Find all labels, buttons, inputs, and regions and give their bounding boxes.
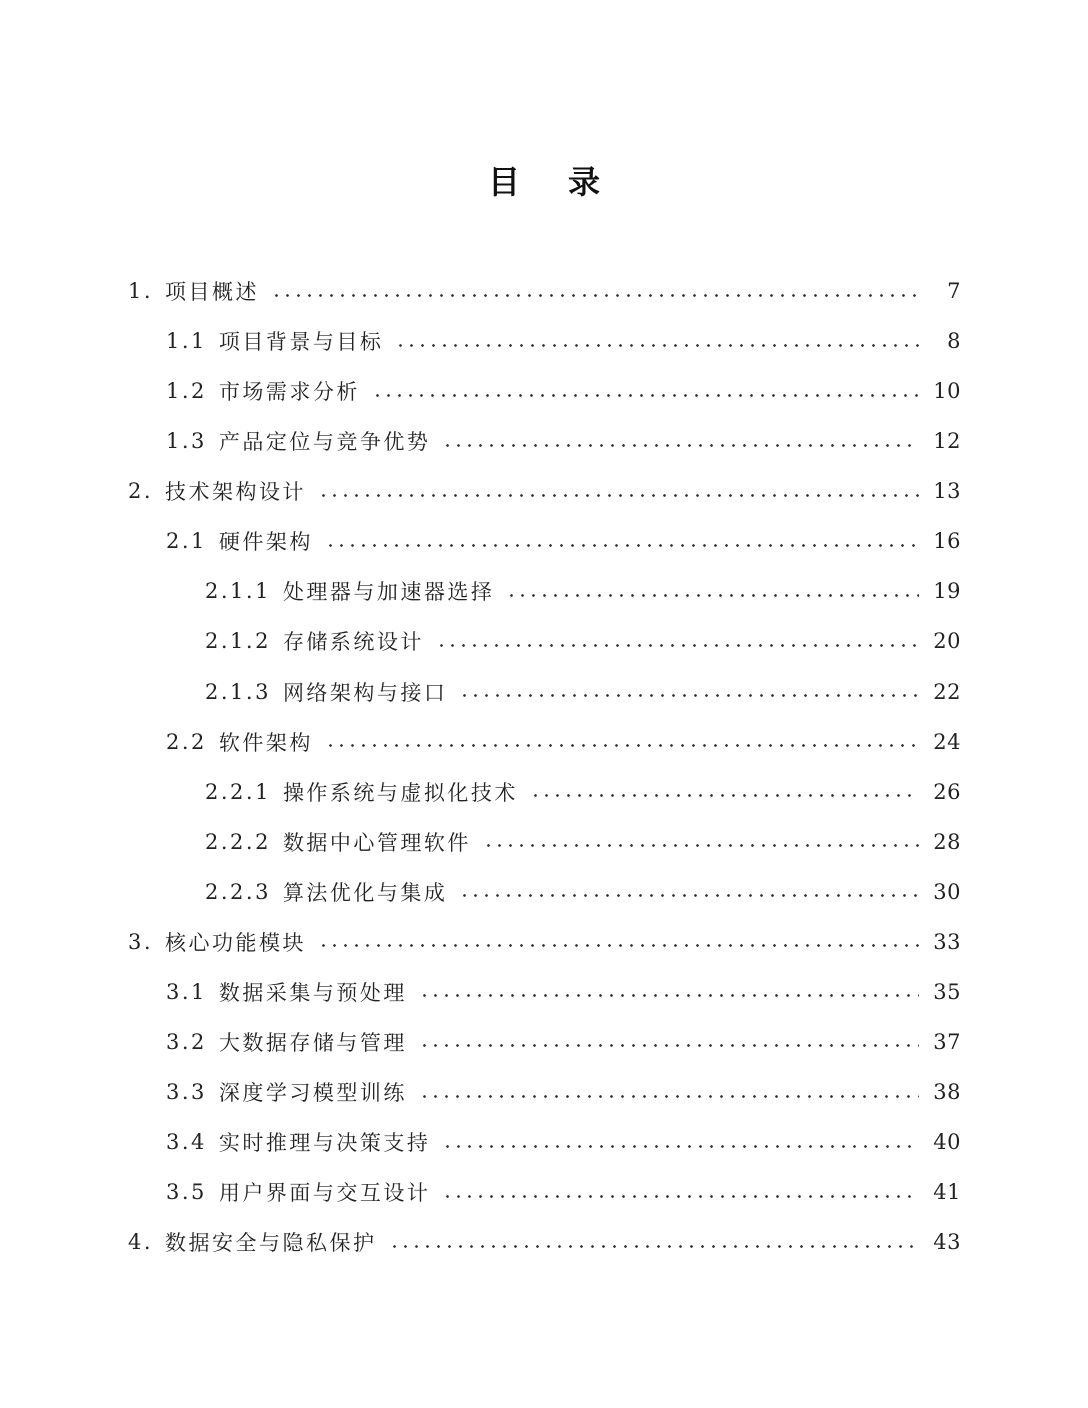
toc-entry-page-number: 13	[933, 479, 961, 504]
toc-entry[interactable]	[0, 616, 1088, 666]
toc-dot-leader	[419, 1044, 919, 1047]
toc-entry-page-number: 35	[933, 979, 961, 1004]
toc-heading-char: 目	[487, 163, 520, 201]
toc-entry-page-number: 43	[933, 1230, 961, 1255]
toc-entry-title: 数据中心管理软件	[282, 830, 471, 855]
toc-entry-page-number: 8	[947, 329, 961, 354]
toc-entry-number: 1.1	[166, 329, 207, 354]
toc-entry-page-number: 30	[933, 879, 961, 904]
toc-entry[interactable]	[0, 867, 1088, 917]
toc-dot-leader	[442, 1195, 919, 1198]
toc-dot-leader	[395, 344, 919, 347]
toc-entry-title: 技术架构设计	[165, 480, 307, 505]
toc-entry-page-number: 33	[933, 929, 961, 954]
toc-entry-page-number: 40	[933, 1130, 961, 1155]
toc-entry[interactable]	[0, 416, 1088, 466]
toc-dot-leader	[318, 944, 919, 947]
toc-dot-leader	[459, 694, 919, 697]
toc-entry[interactable]	[0, 717, 1088, 767]
toc-entry[interactable]	[0, 767, 1088, 817]
toc-dot-leader	[419, 994, 919, 997]
toc-dot-leader	[530, 794, 919, 797]
toc-dot-leader	[372, 394, 919, 397]
toc-entry-page-number: 26	[933, 779, 961, 804]
toc-entry-page-number: 12	[933, 429, 961, 454]
toc-entry[interactable]	[0, 1167, 1088, 1217]
toc-entry-number: 1.2	[166, 379, 207, 404]
toc-entry-title: 深度学习模型训练	[218, 1081, 407, 1106]
toc-entry-title: 项目概述	[165, 280, 260, 305]
toc-entry-page-number: 10	[933, 379, 961, 404]
toc-entry-title: 产品定位与竞争优势	[218, 430, 431, 455]
toc-dot-leader	[436, 644, 919, 647]
toc-entry-title: 核心功能模块	[165, 930, 307, 955]
toc-entry-number: 2.2.2	[205, 829, 271, 854]
toc-entry-title: 处理器与加速器选择	[282, 580, 495, 605]
toc-entry-page-number: 37	[933, 1029, 961, 1054]
toc-entry-number: 1.3	[166, 429, 207, 454]
toc-entry-number: 3.4	[166, 1130, 207, 1155]
toc-entry-number: 3.2	[166, 1029, 207, 1054]
toc-entry-number: 3.5	[166, 1180, 207, 1205]
toc-entry[interactable]	[0, 1017, 1088, 1067]
toc-entry[interactable]	[0, 316, 1088, 366]
toc-heading-char: 录	[568, 163, 601, 201]
toc-entry-title: 存储系统设计	[282, 630, 424, 655]
toc-entry[interactable]	[0, 1067, 1088, 1117]
toc-dot-leader	[459, 894, 919, 897]
toc-entry-title: 操作系统与虚拟化技术	[282, 780, 518, 805]
toc-entry-title: 算法优化与集成	[282, 880, 448, 905]
toc-list	[0, 266, 1088, 1267]
toc-entry-number: 2.2	[166, 729, 207, 754]
toc-entry-page-number: 7	[947, 279, 961, 304]
toc-entry[interactable]	[0, 566, 1088, 616]
toc-entry-title: 软件架构	[218, 730, 313, 755]
toc-entry-number: 4.	[128, 1230, 154, 1255]
toc-entry-title: 项目背景与目标	[218, 330, 384, 355]
toc-entry-page-number: 22	[933, 679, 961, 704]
toc-dot-leader	[325, 544, 919, 547]
toc-entry-number: 2.1.3	[205, 679, 271, 704]
toc-dot-leader	[389, 1245, 919, 1248]
toc-entry-title: 用户界面与交互设计	[218, 1181, 431, 1206]
toc-entry[interactable]	[0, 466, 1088, 516]
toc-dot-leader	[442, 444, 919, 447]
toc-entry-number: 3.3	[166, 1080, 207, 1105]
toc-entry[interactable]	[0, 817, 1088, 867]
toc-dot-leader	[318, 494, 919, 497]
toc-entry-number: 2.1	[166, 529, 207, 554]
toc-entry[interactable]	[0, 917, 1088, 967]
toc-entry[interactable]	[0, 1217, 1088, 1267]
toc-entry-title: 实时推理与决策支持	[218, 1131, 431, 1156]
toc-entry[interactable]	[0, 667, 1088, 717]
toc-entry-title: 硬件架构	[218, 530, 313, 555]
toc-entry-page-number: 24	[933, 729, 961, 754]
toc-entry-title: 数据采集与预处理	[218, 980, 407, 1005]
toc-heading	[0, 158, 1088, 206]
toc-dot-leader	[506, 594, 919, 597]
toc-entry-title: 市场需求分析	[218, 380, 360, 405]
toc-entry-page-number: 20	[933, 629, 961, 654]
toc-dot-leader	[442, 1145, 919, 1148]
toc-entry-number: 3.	[128, 929, 154, 954]
toc-entry-number: 2.1.1	[205, 579, 271, 604]
toc-entry-title: 大数据存储与管理	[218, 1030, 407, 1055]
toc-dot-leader	[271, 294, 919, 297]
toc-entry-page-number: 16	[933, 529, 961, 554]
toc-entry-page-number: 19	[933, 579, 961, 604]
toc-entry[interactable]	[0, 967, 1088, 1017]
toc-entry-number: 2.1.2	[205, 629, 271, 654]
toc-entry-number: 2.2.1	[205, 779, 271, 804]
toc-entry-number: 1.	[128, 279, 154, 304]
toc-entry-page-number: 41	[933, 1180, 961, 1205]
toc-entry-number: 2.	[128, 479, 154, 504]
toc-entry-number: 3.1	[166, 979, 207, 1004]
toc-entry[interactable]	[0, 1117, 1088, 1167]
toc-entry[interactable]	[0, 266, 1088, 316]
toc-entry-number: 2.2.3	[205, 879, 271, 904]
toc-entry-title: 数据安全与隐私保护	[165, 1231, 377, 1256]
toc-dot-leader	[419, 1095, 919, 1098]
toc-entry[interactable]	[0, 366, 1088, 416]
toc-entry-page-number: 28	[933, 829, 961, 854]
toc-entry-title: 网络架构与接口	[282, 680, 448, 705]
toc-dot-leader	[325, 744, 919, 747]
toc-dot-leader	[483, 844, 919, 847]
toc-entry-page-number: 38	[933, 1080, 961, 1105]
toc-entry[interactable]	[0, 516, 1088, 566]
